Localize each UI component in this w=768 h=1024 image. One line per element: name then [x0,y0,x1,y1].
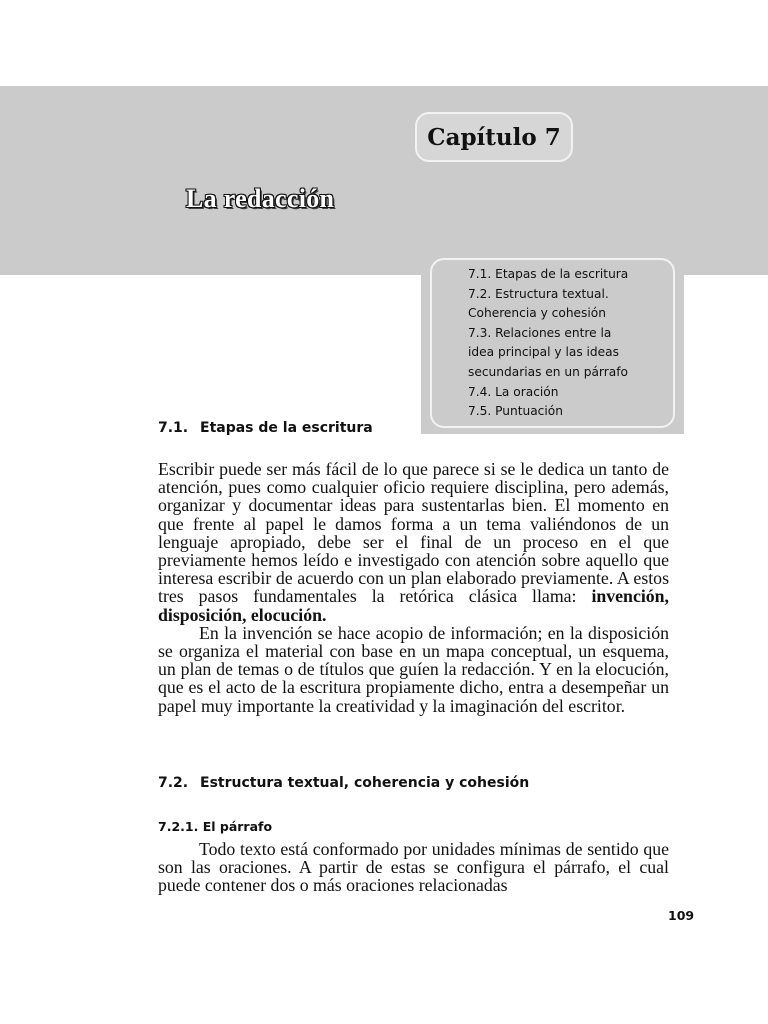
subsection-heading: 7.2.1. El párrafo [158,819,273,834]
section-title: Etapas de la escritura [200,420,373,436]
section-7-1-body [158,460,669,715]
section-title: Estructura textual, coherencia y cohesión [200,775,530,791]
body-paragraph: En la invención se hace acopio de información; en la disposición se organiza el material con base en un mapa conceptual, un esquema, un plan de temas o de títulos que guíen la redacción. Y en la elocución, que es el acto de la escritura propiamente dicho, entra a desempeñar un papel muy importante la creatividad y la imaginación del escritor. [158,622,669,716]
section-heading-7-1 [158,420,373,436]
section-heading-7-2 [158,775,529,791]
body-paragraph: Todo texto está conformado por unidades mínimas de sentido que son las oraciones. A partir de estas se configura el párrafo, el cual puede contener dos o más oraciones relacionadas [158,839,669,896]
section-number: 7.2. [158,775,189,791]
toc-line: secundarias en un párrafo [468,364,628,379]
section-7-2-body [158,840,669,895]
chapter-contents-list [468,265,628,422]
chapter-header-band [0,86,768,275]
toc-line: 7.1. Etapas de la escritura [468,267,629,281]
toc-line: idea principal y las ideas [468,345,619,360]
paragraph-text: Escribir puede ser más fácil de lo que parece si se le dedica un tanto de atención, pues como cualquier oficio requiere disciplina, pero además, organizar y documentar ideas para sustentarlas bien. El momento en que frente al papel le damos forma a un tema valiéndonos de un lenguaje apropiado, debe ser el final de un proceso en el que previamente hemos leído e investigado con atención sobre aquello que interesa escribir de acuerdo con un plan elaborado previamente. A estos tres pasos fundamentales la retórica clásica llama: [158,459,669,607]
paragraph-bold-terms: invención, disposición, elocución. [158,586,669,625]
toc-line: 7.5. Puntuación [468,404,563,419]
body-paragraph [158,460,669,624]
toc-line: 7.2. Estructura textual. [468,286,609,301]
toc-line: 7.4. La oración [468,384,559,399]
toc-line: Coherencia y cohesión [468,306,606,321]
page-number: 109 [668,908,695,923]
toc-line: 7.3. Relaciones entre la [468,325,612,340]
chapter-label: Capítulo 7 [415,112,573,162]
chapter-title: La redacción [186,184,335,213]
section-number: 7.1. [158,420,189,436]
